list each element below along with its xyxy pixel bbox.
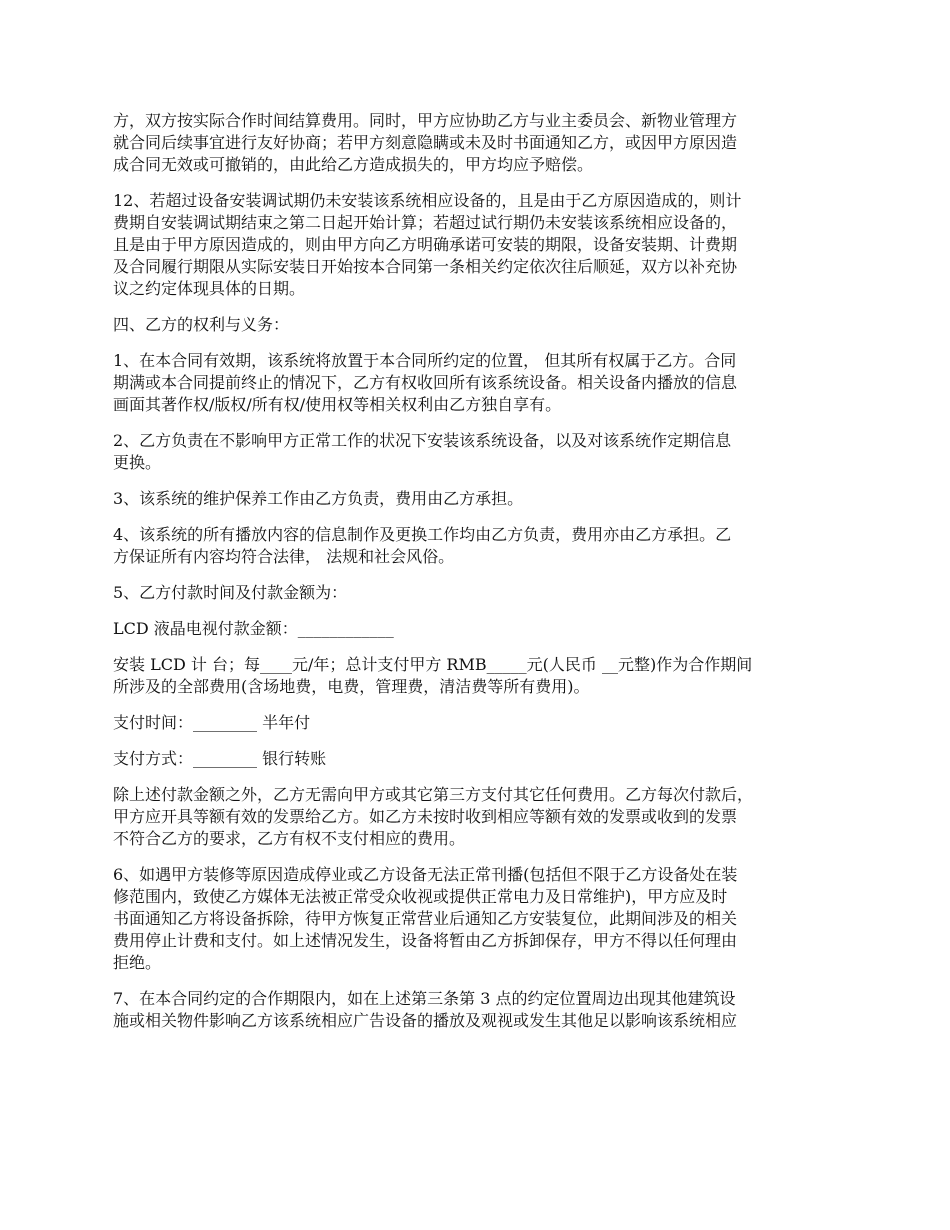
paragraph-line: 不符合乙方的要求，乙方有权不支付相应的费用。 [113,829,466,848]
paragraph-line: 书面通知乙方将设备拆除，待甲方恢复正常营业后通知乙方安装复位，此期间涉及的相关 [113,909,738,928]
paragraph-line: 3、该系统的维护保养工作由乙方负责，费用由乙方承担。 [113,489,524,508]
paragraph-line: 甲方应开具等额有效的发票给乙方。如乙方未按时收到相应等额有效的发票或收到的发票 [113,807,738,826]
paragraph-line: 方保证所有内容均符合法律， 法规和社会风俗。 [113,547,455,566]
paragraph-line: 成合同无效或可撤销的，由此给乙方造成损失的，甲方均应予赔偿。 [113,155,594,174]
paragraph-line: 1、在本合同有效期，该系统将放置于本合同所约定的位置， 但其所有权属于乙方。合同 [113,351,737,370]
paragraph-line: 安装 LCD 计 台；每____元/年；总计支付甲方 RMB_____元(人民币 __元整)作为合作期间 [113,655,753,674]
paragraph-line: 7、在本合同约定的合作期限内，如在上述第三条第 3 点的约定位置周边出现其他建筑设 [113,989,736,1008]
paragraph-line: 4、该系统的所有播放内容的信息制作及更换工作均由乙方负责，费用亦由乙方承担。乙 [113,525,732,544]
paragraph-clause-6 [113,864,840,974]
paragraph-line: 且是由于甲方原因造成的，则由甲方向乙方明确承诺可安装的期限，设备安装期、计费期 [113,235,738,254]
paragraph-line: 6、如遇甲方装修等原因造成停业或乙方设备无法正常刊播(包括但不限于乙方设备处在装 [113,865,738,884]
paragraph-clause-5 [113,582,840,604]
document-body [113,110,840,1046]
paragraph-clause-2 [113,430,840,474]
paragraph-line: 支付方式：________ 银行转账 [113,749,327,768]
paragraph-line: 施或相关物件影响乙方该系统相应广告设备的播放及观视或发生其他足以影响该系统相应 [113,1011,738,1030]
paragraph-line: 除上述付款金额之外，乙方无需向甲方或其它第三方支付其它任何费用。乙方每次付款后， [113,785,754,804]
paragraph-clause-7 [113,988,840,1032]
paragraph-line: 所涉及的全部费用(含场地费，电费，管理费，清洁费等所有费用)。 [113,677,590,696]
paragraph-line: 费期自安装调试期结束之第二日起开始计算；若超过试行期仍未安装该系统相应设备的， [113,213,738,232]
paragraph-line: 支付时间：________ 半年付 [113,713,311,732]
payment-amount-line [113,618,840,640]
paragraph-clause-4 [113,524,840,568]
paragraph-clause-1 [113,350,840,416]
paragraph-line: 及合同履行期限从实际安装日开始按本合同第一条相关约定依次往后顺延，双方以补充协 [113,257,738,276]
paragraph-line: 拒绝。 [113,953,162,972]
paragraph-line: 2、乙方负责在不影响甲方正常工作的状况下安装该系统设备，以及对该系统作定期信息 [113,431,732,450]
paragraph-clause-3 [113,488,840,510]
paragraph-line: 四、乙方的权利与义务： [113,315,290,334]
paragraph-1 [113,110,840,176]
paragraph-line: 费用停止计费和支付。如上述情况发生，设备将暂由乙方拆卸保存，甲方不得以任何理由 [113,931,738,950]
paragraph-line: 议之约定体现具体的日期。 [113,279,306,298]
paragraph-line: LCD 液晶电视付款金额：____________ [113,619,394,638]
paragraph-line: 方，双方按实际合作时间结算费用。同时，甲方应协助乙方与业主委员会、新物业管理方 [113,111,738,130]
payment-time-line [113,712,840,734]
paragraph-line: 期满或本合同提前终止的情况下，乙方有权收回所有该系统设备。相关设备内播放的信息 [113,373,738,392]
paragraph-line: 5、乙方付款时间及付款金额为： [113,583,348,602]
section-heading [113,314,840,336]
paragraph-line: 修范围内，致使乙方媒体无法被正常受众收视或提供正常电力及日常维护)，甲方应及时 [113,887,728,906]
installation-fee-paragraph [113,654,840,698]
invoice-paragraph [113,784,840,850]
paragraph-line: 12、若超过设备安装调试期仍未安装该系统相应设备的，且是由于乙方原因造成的，则计 [113,191,742,210]
paragraph-line: 更换。 [113,453,162,472]
paragraph-line: 画面其著作权/版权/所有权/使用权等相关权利由乙方独自享有。 [113,395,562,414]
paragraph-clause-12 [113,190,840,300]
paragraph-line: 就合同后续事宜进行友好协商；若甲方刻意隐瞒或未及时书面通知乙方，或因甲方原因造 [113,133,738,152]
payment-method-line [113,748,840,770]
